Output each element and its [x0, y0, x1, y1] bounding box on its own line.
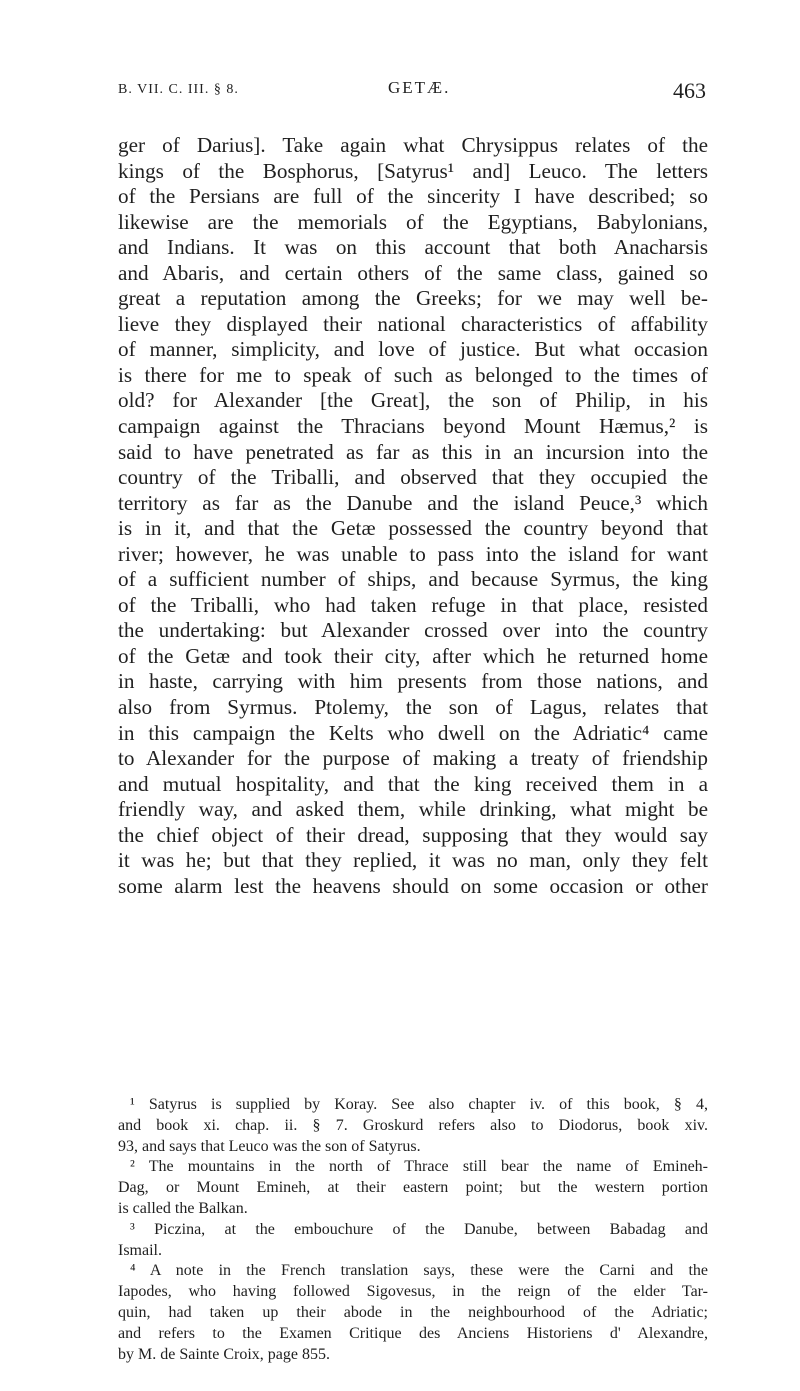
running-header: [118, 78, 706, 106]
text-line: of the Persians are full of the sincerity I have described; so: [118, 184, 708, 209]
text-line: of a sufficient number of ships, and because Syrmus, the king: [118, 567, 708, 592]
text-line: in this campaign the Kelts who dwell on the Adriatic⁴ came: [118, 720, 708, 745]
footnote-1: ¹ Satyrus is supplied by Koray. See also chapter iv. of this book, § 4,: [130, 1096, 708, 1113]
footnote-line: by M. de Sainte Croix, page 855.: [118, 1345, 330, 1363]
text-line: it was he; but that they replied, it was no man, only they felt: [118, 848, 708, 873]
text-line: country of the Triballi, and observed that they occupied the: [118, 465, 708, 490]
footnote-line: 93, and says that Leuco was the son of Satyrus.: [118, 1137, 421, 1155]
footnote-line: quin, had taken up their abode in the neighbourhood of the Adriatic;: [118, 1303, 708, 1321]
text-line: old? for Alexander [the Great], the son of Philip, in his: [118, 388, 708, 413]
text-line: the chief object of their dread, supposing that they would say: [118, 822, 708, 847]
footnote-line: is called the Balkan.: [118, 1199, 248, 1217]
footnote-4: ⁴ A note in the French translation says, these were the Carni and the: [130, 1262, 708, 1280]
footnote-2: ² The mountains in the north of Thrace still bear the name of Emineh-: [130, 1158, 708, 1176]
text-line: friendly way, and asked them, while drinking, what might be: [118, 797, 708, 822]
text-line: river; however, he was unable to pass into the island for want: [118, 541, 708, 566]
main-text: [118, 133, 708, 899]
text-line: in haste, carrying with him presents from those nations, and: [118, 669, 708, 694]
footnote-line: Dag, or Mount Emineh, at their eastern point; but the western portion: [118, 1179, 708, 1197]
text-line: lieve they displayed their national characteristics of affability: [118, 311, 708, 336]
text-line: the undertaking: but Alexander crossed over into the country: [118, 618, 708, 643]
footnote-line: Ismail.: [118, 1241, 162, 1259]
footnote-line: and book xi. chap. ii. § 7. Groskurd refers also to Diodorus, book xiv.: [118, 1116, 708, 1134]
text-line: campaign against the Thracians beyond Mount Hæmus,² is: [118, 414, 708, 439]
text-line: of the Triballi, who had taken refuge in that place, resisted: [118, 592, 708, 617]
text-line: likewise are the memorials of the Egyptians, Babylonians,: [118, 209, 708, 234]
footnotes: [118, 1095, 708, 1365]
page-number: 463: [673, 78, 706, 103]
section-reference: B. VII. C. III. § 8.: [118, 82, 239, 97]
text-line: and mutual hospitality, and that the king received them in a: [118, 771, 708, 796]
text-line: some alarm lest the heavens should on some occasion or other: [118, 873, 708, 898]
text-line: of the Getæ and took their city, after which he returned home: [118, 643, 708, 668]
text-line: great a reputation among the Greeks; for we may well be-: [118, 286, 708, 311]
text-line: to Alexander for the purpose of making a treaty of friendship: [118, 746, 708, 771]
text-line: and Indians. It was on this account that both Anacharsis: [118, 235, 708, 260]
text-line: territory as far as the Danube and the island Peuce,³ which: [118, 490, 708, 515]
text-line: and Abaris, and certain others of the same class, gained so: [118, 260, 708, 285]
text-line: is there for me to speak of such as belonged to the times of: [118, 362, 708, 387]
text-line: also from Syrmus. Ptolemy, the son of Lagus, relates that: [118, 695, 708, 720]
text-line: said to have penetrated as far as this in an incursion into the: [118, 439, 708, 464]
footnote-line: and refers to the Examen Critique des Anciens Historiens d' Alexandre,: [118, 1324, 708, 1342]
text-line: ger of Darius]. Take again what Chrysippus relates of the: [118, 133, 708, 157]
chapter-title: GETÆ.: [388, 78, 451, 97]
text-line: of manner, simplicity, and love of justice. But what occasion: [118, 337, 708, 362]
footnote-line: Iapodes, who having followed Sigovesus, in the reign of the elder Tar-: [118, 1283, 708, 1301]
footnote-3: ³ Piczina, at the embouchure of the Danube, between Babadag and: [130, 1220, 708, 1238]
text-line: is in it, and that the Getæ possessed the country beyond that: [118, 516, 708, 541]
text-line: kings of the Bosphorus, [Satyrus¹ and] Leuco. The letters: [118, 158, 708, 183]
